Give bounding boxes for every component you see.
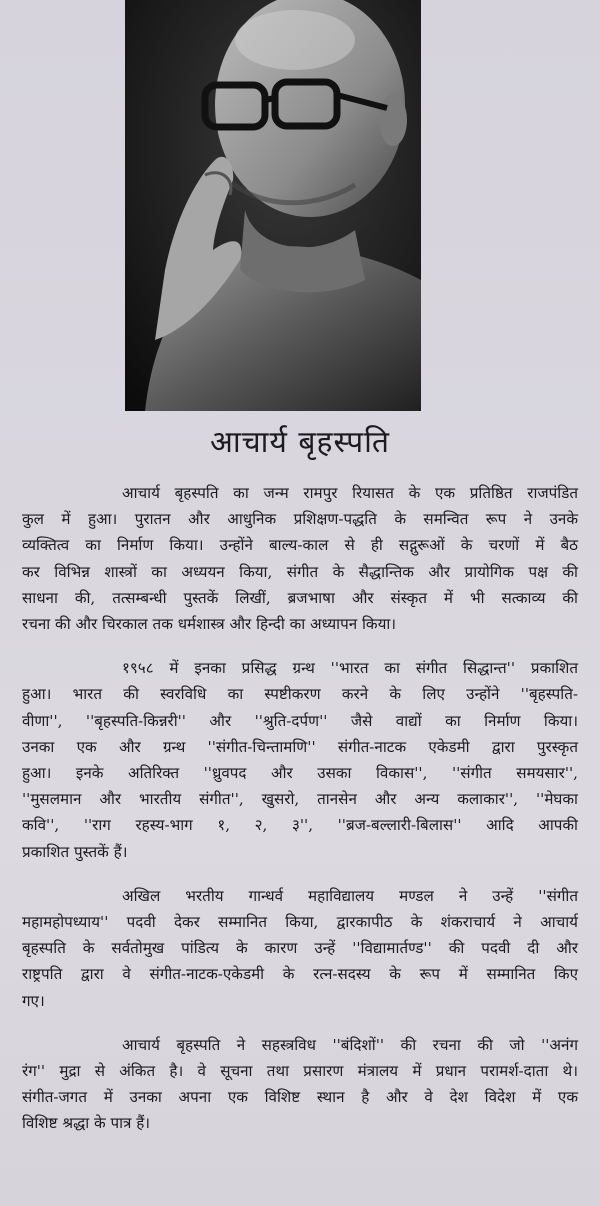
text-line: गए। <box>22 991 45 1010</box>
text-line: रचना की और चिरकाल तक धर्मशास्त्र और हिन्दी का अध्यापन किया। <box>22 615 397 634</box>
paragraph-works <box>22 655 578 865</box>
paragraph-compositions <box>22 1032 578 1137</box>
text-line: विशिष्ट श्रद्धा के पात्र हैं। <box>22 1114 151 1133</box>
paragraph-birth <box>22 480 578 637</box>
page-title: आचार्य बृहस्पति <box>209 425 391 460</box>
text-line: आचार्य बृहस्पति ने सहस्त्रविध ''बंदिशों'' की रचना की जो ''अनंग <box>122 1035 578 1054</box>
text-line: राष्ट्रपति द्वारा वे संगीत-नाटक-एकेडमी के रत्न-सदस्य के रूप में सम्मानित किए <box>22 965 578 984</box>
text-line: ''मुसलमान और भारतीय संगीत'', खुसरो, तानसेन और अन्य कलाकार'', ''मेघका <box>22 790 578 809</box>
author-portrait-photo <box>125 0 421 411</box>
text-line: १९५८ में इनका प्रसिद्ध ग्रन्थ ''भारत का संगीत सिद्धान्त'' प्रकाशित <box>122 659 578 678</box>
text-line: कर विभिन्न शास्त्रों का अध्ययन किया, संगीत के सैद्धान्तिक और प्रायोगिक पक्ष की <box>22 562 578 581</box>
text-line: बृहस्पति के सर्वतोमुख पांडित्य के कारण उन्हें ''विद्यामार्तण्ड'' की पदवी दी और <box>22 939 578 958</box>
text-line: कवि'', ''राग रहस्य-भाग १, २, ३'', ''ब्रज-बल्लारी-बिलास'' आदि आपकी <box>22 816 578 835</box>
text-line: महामहोपध्याय'' पदवी देकर सम्मानित किया, द्वारकापीठ के शंकराचार्य ने आचार्य <box>22 913 578 932</box>
portrait-illustration <box>125 0 421 411</box>
paragraph-honours <box>22 883 578 1014</box>
text-line: आचार्य बृहस्पति का जन्म रामपुर रियासत के एक प्रतिष्ठित राजपंडित <box>122 484 578 502</box>
text-line: अखिल भरतीय गान्धर्व महाविद्यालय मण्डल ने उन्हें ''संगीत <box>122 886 578 905</box>
text-line: हुआ। इनके अतिरिक्त ''ध्रुवपद और उसका विकास'', ''संगीत समयसार'', <box>22 764 578 783</box>
text-line: रंग'' मुद्रा से अंकित है। वे सूचना तथा प्रसारण मंत्रालय में प्रधान परामर्श-दाता थे। <box>22 1062 578 1081</box>
text-line: उनका एक और ग्रन्थ ''संगीत-चिन्तामणि'' संगीत-नाटक एकेडमी द्वारा पुरस्कृत <box>22 737 578 756</box>
text-line: साधना की, तत्सम्बन्धी पुस्तकें लिखीं, ब्रजभाषा और संस्कृत में भी सत्काव्य की <box>22 588 578 607</box>
text-line: प्रकाशित पुस्तकें हैं। <box>22 842 128 861</box>
text-line: कुल में हुआ। पुरातन और आधुनिक प्रशिक्षण-पद्धति के समन्वित रूप ने उनके <box>22 510 578 529</box>
text-line: हुआ। भारत की स्वरविधि का स्पष्टीकरण करने के लिए उन्होंने ''बृहस्पति- <box>22 685 578 704</box>
text-line: संगीत-जगत में उनका अपना एक विशिष्ट स्थान है और वे देश विदेश में एक <box>22 1088 578 1107</box>
text-line: वीणा'', ''बृहस्पति-किन्नरी'' और ''श्रुति-दर्पण'' जैसे वाद्यों का निर्माण किया। <box>22 711 578 730</box>
text-line: व्यक्तित्व का निर्माण किया। उन्होंने बाल्य-काल से ही सद्गुरूओं के चरणों में बैठ <box>22 536 578 555</box>
biography-text <box>22 480 578 1155</box>
